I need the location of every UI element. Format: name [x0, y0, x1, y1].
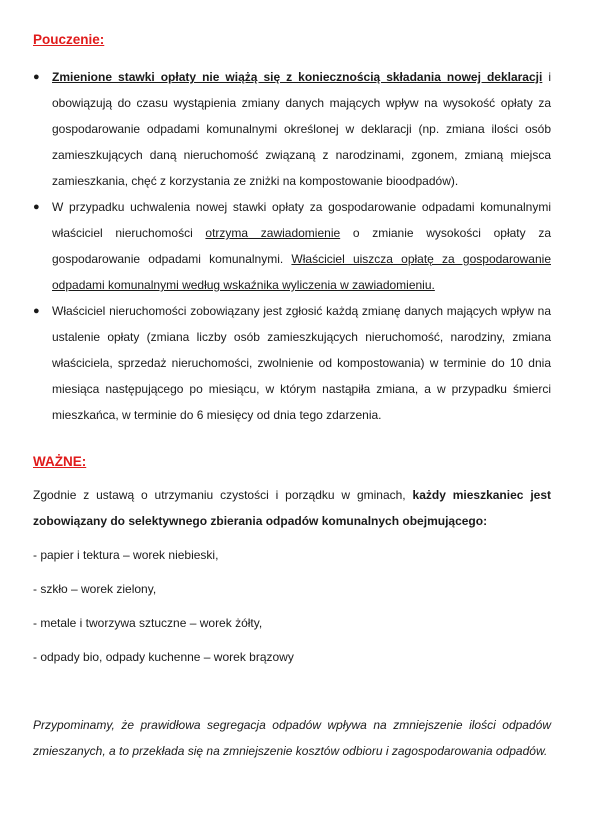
- notice-bullet-1-lead: Zmienione stawki opłaty nie wiążą się z koniecznością składania nowej deklaracji: [52, 70, 543, 84]
- sorting-item-glass: - szkło – worek zielony,: [33, 582, 157, 596]
- important-intro-bold: każdy mieszkaniec jest zobowiązany do selektywnego zbierania odpadów komunalnych obejmującego:: [33, 488, 551, 528]
- bullet-dot-icon: ●: [33, 71, 40, 83]
- notice-bullet-2-underline-b: Właściciel uiszcza opłatę za gospodarowanie odpadami komunalnymi według wskaźnika wyliczenia w zawiadomieniu.: [52, 252, 551, 292]
- closing-reminder: Przypominamy, że prawidłowa segregacja odpadów wpływa na zmniejszenie ilości odpadów zmieszanych, a to przekłada się na zmniejszenie kosztów odbioru i zagospodarowania odpadów.: [33, 718, 551, 758]
- notice-bullet-2-text-b: o zmianie wysokości opłaty za gospodarowanie odpadami komunalnymi.: [52, 226, 551, 266]
- notice-bullet-3-text: Właściciel nieruchomości zobowiązany jest zgłosić każdą zmianę danych mających wpływ na ustalenie opłaty (zmiana liczby osób zamieszkujących nieruchomość, narodziny, zmiana właściciela, sprzedaż nieruchomości, zwolnienie od kompostowania) w terminie do 10 dnia miesiąca następującego po miesiącu, w którym nastąpiła zmiana, a w przypadku śmierci mieszkańca, w terminie do 6 miesięcy od dnia tego zdarzenia.: [52, 304, 551, 422]
- bullet-dot-icon: ●: [33, 201, 40, 213]
- important-intro: [33, 482, 551, 534]
- notice-bullet-2: [33, 194, 551, 298]
- notice-bullet-1: [33, 64, 551, 194]
- notice-bullet-2-text-a: W przypadku uchwalenia nowej stawki opłaty za gospodarowanie odpadami komunalnymi właściciel nieruchomości: [52, 200, 551, 240]
- notice-bullet-2-underline-a: otrzyma zawiadomienie: [205, 226, 341, 240]
- notice-heading: Pouczenie:: [33, 32, 105, 47]
- important-heading: WAŻNE:: [33, 454, 87, 469]
- important-intro-text: Zgodnie z ustawą o utrzymaniu czystości i porządku w gminach,: [33, 488, 413, 502]
- notice-bullet-3: [33, 298, 551, 428]
- sorting-item-paper: - papier i tektura – worek niebieski,: [33, 548, 219, 562]
- notice-bullet-1-text: i obowiązują do czasu wystąpienia zmiany danych mających wpływ na wysokość opłaty za gospodarowanie odpadami komunalnymi określonej w deklaracji (np. zmiana ilości osób zamieszkujących daną nieruchomość związaną z narodzinami, zgonem, zmianą miejsca zamieszkania, chęć z korzystania ze zniżki na kompostowanie bioodpadów).: [52, 70, 551, 188]
- sorting-item-bio: - odpady bio, odpady kuchenne – worek brązowy: [33, 650, 294, 664]
- sorting-item-metal-plastic: - metale i tworzywa sztuczne – worek żółty,: [33, 616, 263, 630]
- bullet-dot-icon: ●: [33, 305, 40, 317]
- notice-bullet-list: [33, 64, 551, 428]
